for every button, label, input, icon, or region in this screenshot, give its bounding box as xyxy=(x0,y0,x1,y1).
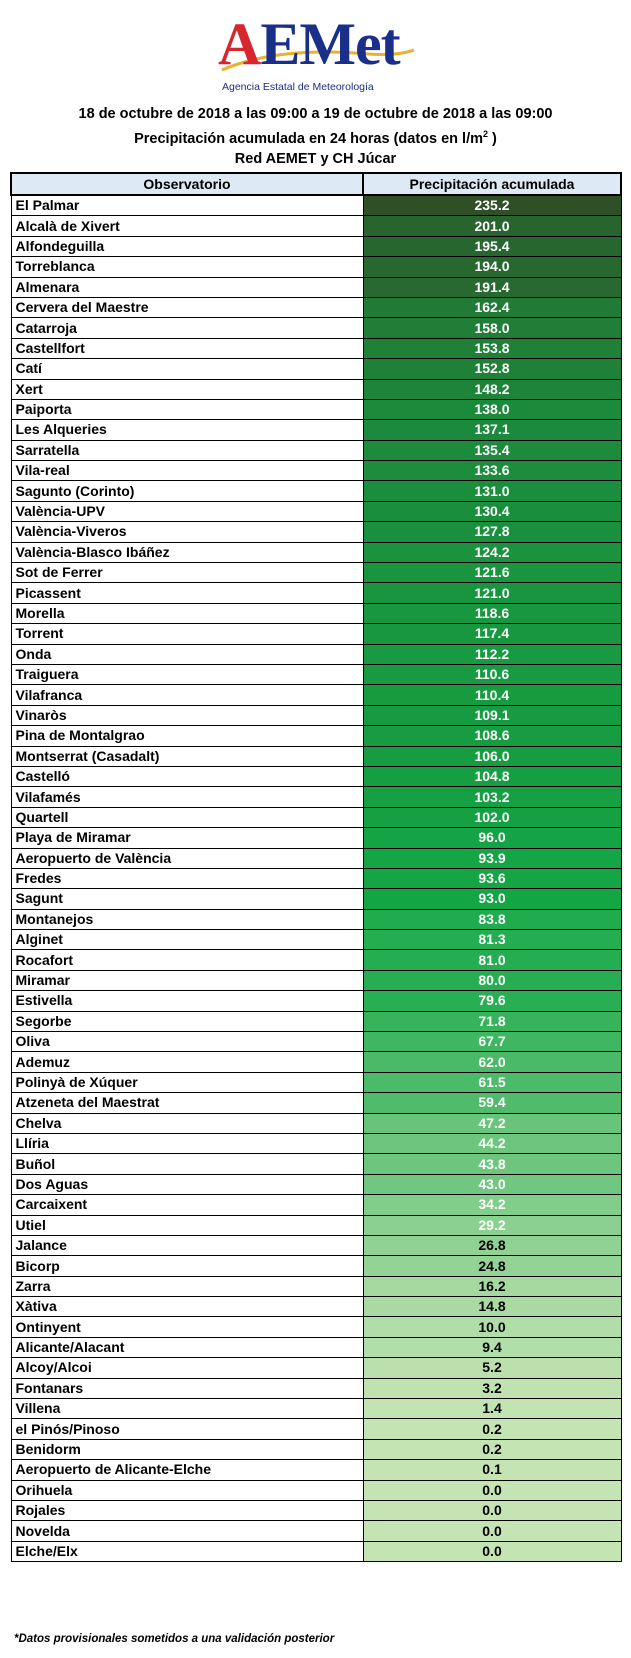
table-row xyxy=(11,1541,621,1561)
table-row xyxy=(11,318,621,338)
table-row xyxy=(11,746,621,766)
observatory-name: Catarroja xyxy=(11,318,363,338)
table-row xyxy=(11,522,621,542)
table-row xyxy=(11,461,621,481)
precipitation-value: 148.2 xyxy=(363,379,621,399)
table-row xyxy=(11,766,621,786)
table-row xyxy=(11,705,621,725)
observatory-name: Sarratella xyxy=(11,440,363,460)
table-row xyxy=(11,1480,621,1500)
precipitation-value: 16.2 xyxy=(363,1276,621,1296)
observatory-name: Catí xyxy=(11,359,363,379)
precipitation-value: 109.1 xyxy=(363,705,621,725)
precipitation-value: 103.2 xyxy=(363,787,621,807)
table-row xyxy=(11,1460,621,1480)
observatory-name: Carcaixent xyxy=(11,1195,363,1215)
observatory-name: Cervera del Maestre xyxy=(11,297,363,317)
observatory-name: Benidorm xyxy=(11,1439,363,1459)
observatory-name: Atzeneta del Maestrat xyxy=(11,1093,363,1113)
observatory-name: Alicante/Alacant xyxy=(11,1337,363,1357)
observatory-name: Vilafranca xyxy=(11,685,363,705)
observatory-name: Polinyà de Xúquer xyxy=(11,1072,363,1092)
table-row xyxy=(11,195,621,216)
table-row xyxy=(11,563,621,583)
precipitation-value: 124.2 xyxy=(363,542,621,562)
observatory-name: València-Blasco Ibáñez xyxy=(11,542,363,562)
table-row xyxy=(11,1256,621,1276)
observatory-name: Pina de Montalgrao xyxy=(11,726,363,746)
table-row xyxy=(11,420,621,440)
observatory-name: Traiguera xyxy=(11,664,363,684)
table-row xyxy=(11,1521,621,1541)
precipitation-value: 93.6 xyxy=(363,868,621,888)
table-row xyxy=(11,583,621,603)
table-row xyxy=(11,1297,621,1317)
observatory-name: Rocafort xyxy=(11,950,363,970)
observatory-name: Playa de Miramar xyxy=(11,828,363,848)
precipitation-value: 102.0 xyxy=(363,807,621,827)
precipitation-value: 130.4 xyxy=(363,501,621,521)
precipitation-value: 201.0 xyxy=(363,216,621,236)
precipitation-value: 135.4 xyxy=(363,440,621,460)
table-row xyxy=(11,664,621,684)
precipitation-value: 131.0 xyxy=(363,481,621,501)
table-row xyxy=(11,297,621,317)
table-row xyxy=(11,1337,621,1357)
table-row xyxy=(11,1358,621,1378)
observatory-name: Alginet xyxy=(11,930,363,950)
observatory-name: Buñol xyxy=(11,1154,363,1174)
observatory-name: Orihuela xyxy=(11,1480,363,1500)
table-row xyxy=(11,828,621,848)
observatory-name: Ademuz xyxy=(11,1052,363,1072)
precipitation-value: 10.0 xyxy=(363,1317,621,1337)
table-row xyxy=(11,1154,621,1174)
precipitation-table xyxy=(10,172,622,1562)
observatory-name: Oliva xyxy=(11,1032,363,1052)
precipitation-value: 106.0 xyxy=(363,746,621,766)
observatory-name: Alcalà de Xivert xyxy=(11,216,363,236)
precipitation-value: 138.0 xyxy=(363,399,621,419)
logo-subtitle: Agencia Estatal de Meteorología xyxy=(222,81,374,93)
table-row xyxy=(11,1215,621,1235)
precipitation-value: 137.1 xyxy=(363,420,621,440)
precipitation-value: 0.2 xyxy=(363,1419,621,1439)
observatory-name: Torrent xyxy=(11,624,363,644)
precipitation-value: 0.0 xyxy=(363,1480,621,1500)
precipitation-value: 71.8 xyxy=(363,1011,621,1031)
observatory-name: Quartell xyxy=(11,807,363,827)
logo-wordmark: AEMet xyxy=(218,11,400,77)
observatory-name: Sot de Ferrer xyxy=(11,563,363,583)
precipitation-value: 9.4 xyxy=(363,1337,621,1357)
table-row xyxy=(11,1052,621,1072)
table-row xyxy=(11,787,621,807)
observatory-name: Zarra xyxy=(11,1276,363,1296)
precipitation-value: 0.1 xyxy=(363,1460,621,1480)
precipitation-value: 81.0 xyxy=(363,950,621,970)
table-row xyxy=(11,1174,621,1194)
table-row xyxy=(11,359,621,379)
table-row xyxy=(11,603,621,623)
table-row xyxy=(11,644,621,664)
precipitation-title: Precipitación acumulada en 24 horas (datos en $l/m^2$ ) xyxy=(134,129,497,147)
precipitation-value: 62.0 xyxy=(363,1052,621,1072)
precipitation-value: 0.0 xyxy=(363,1541,621,1561)
precipitation-value: 127.8 xyxy=(363,522,621,542)
precipitation-value: 117.4 xyxy=(363,624,621,644)
observatory-name: Utiel xyxy=(11,1215,363,1235)
precipitation-value: 108.6 xyxy=(363,726,621,746)
observatory-name: València-UPV xyxy=(11,501,363,521)
table-row xyxy=(11,379,621,399)
precipitation-value: 14.8 xyxy=(363,1297,621,1317)
observatory-name: Torreblanca xyxy=(11,257,363,277)
observatory-name: Vila-real xyxy=(11,461,363,481)
precipitation-value: 43.0 xyxy=(363,1174,621,1194)
table-row xyxy=(11,970,621,990)
precipitation-value: 118.6 xyxy=(363,603,621,623)
table-row xyxy=(11,889,621,909)
precipitation-value: 133.6 xyxy=(363,461,621,481)
observatory-name: Sagunt xyxy=(11,889,363,909)
table-row xyxy=(11,1133,621,1153)
precipitation-value: 47.2 xyxy=(363,1113,621,1133)
precipitation-value: 162.4 xyxy=(363,297,621,317)
precipitation-value: 83.8 xyxy=(363,909,621,929)
precipitation-value: 191.4 xyxy=(363,277,621,297)
observatory-name: Alfondeguilla xyxy=(11,236,363,256)
observatory-name: Sagunto (Corinto) xyxy=(11,481,363,501)
table-header-row xyxy=(11,173,621,195)
precipitation-value: 195.4 xyxy=(363,236,621,256)
table-row xyxy=(11,1276,621,1296)
observatory-name: Fredes xyxy=(11,868,363,888)
precipitation-value: 29.2 xyxy=(363,1215,621,1235)
observatory-name: Paiporta xyxy=(11,399,363,419)
observatory-name: Llíria xyxy=(11,1133,363,1153)
table-row xyxy=(11,1399,621,1419)
observatory-name: Dos Aguas xyxy=(11,1174,363,1194)
precipitation-value: 110.4 xyxy=(363,685,621,705)
table-row xyxy=(11,1113,621,1133)
observatory-name: Elche/Elx xyxy=(11,1541,363,1561)
table-row xyxy=(11,909,621,929)
table-row xyxy=(11,481,621,501)
precipitation-value: 121.6 xyxy=(363,563,621,583)
period-heading: 18 de octubre de 2018 a las 09:00 a 19 de octubre de 2018 a las 09:00 xyxy=(78,106,553,122)
observatory-name: Xàtiva xyxy=(11,1297,363,1317)
observatory-name: Estivella xyxy=(11,991,363,1011)
table-row xyxy=(11,338,621,358)
precipitation-value: 3.2 xyxy=(363,1378,621,1398)
observatory-name: Chelva xyxy=(11,1113,363,1133)
observatory-name: València-Viveros xyxy=(11,522,363,542)
observatory-name: Aeropuerto de Alicante-Elche xyxy=(11,1460,363,1480)
observatory-name: el Pinós/Pinoso xyxy=(11,1419,363,1439)
table-row xyxy=(11,440,621,460)
observatory-name: Vinaròs xyxy=(11,705,363,725)
table-row xyxy=(11,1501,621,1521)
precipitation-value: 235.2 xyxy=(363,195,621,216)
precipitation-value: 121.0 xyxy=(363,583,621,603)
table-row xyxy=(11,1378,621,1398)
precipitation-value: 1.4 xyxy=(363,1399,621,1419)
table-row xyxy=(11,501,621,521)
observatory-name: Jalance xyxy=(11,1235,363,1255)
table-row xyxy=(11,399,621,419)
table-row xyxy=(11,991,621,1011)
precipitation-value: 0.2 xyxy=(363,1439,621,1459)
precipitation-value: 59.4 xyxy=(363,1093,621,1113)
precipitation-value: 112.2 xyxy=(363,644,621,664)
observatory-name: Bicorp xyxy=(11,1256,363,1276)
table-row xyxy=(11,1093,621,1113)
aemet-logo xyxy=(218,12,418,98)
table-row xyxy=(11,236,621,256)
precipitation-value: 61.5 xyxy=(363,1072,621,1092)
observatory-name: Castelló xyxy=(11,766,363,786)
observatory-name: Segorbe xyxy=(11,1011,363,1031)
table-row xyxy=(11,1439,621,1459)
column-header-observatory: Observatorio xyxy=(11,173,363,195)
table-row xyxy=(11,1032,621,1052)
observatory-name: El Palmar xyxy=(11,195,363,216)
precipitation-value: 44.2 xyxy=(363,1133,621,1153)
observatory-name: Vilafamés xyxy=(11,787,363,807)
observatory-name: Montanejos xyxy=(11,909,363,929)
observatory-name: Morella xyxy=(11,603,363,623)
table-row xyxy=(11,277,621,297)
precipitation-value: 67.7 xyxy=(363,1032,621,1052)
table-row xyxy=(11,726,621,746)
table-row xyxy=(11,1317,621,1337)
precipitation-value: 194.0 xyxy=(363,257,621,277)
observatory-name: Fontanars xyxy=(11,1378,363,1398)
observatory-name: Les Alqueries xyxy=(11,420,363,440)
table-row xyxy=(11,807,621,827)
observatory-name: Castellfort xyxy=(11,338,363,358)
observatory-name: Picassent xyxy=(11,583,363,603)
observatory-name: Miramar xyxy=(11,970,363,990)
precipitation-value: 153.8 xyxy=(363,338,621,358)
precipitation-value: 5.2 xyxy=(363,1358,621,1378)
observatory-name: Onda xyxy=(11,644,363,664)
observatory-name: Ontinyent xyxy=(11,1317,363,1337)
precipitation-value: 34.2 xyxy=(363,1195,621,1215)
observatory-name: Almenara xyxy=(11,277,363,297)
precipitation-value: 26.8 xyxy=(363,1235,621,1255)
observatory-name: Aeropuerto de València xyxy=(11,848,363,868)
precipitation-value: 0.0 xyxy=(363,1501,621,1521)
table-row xyxy=(11,1011,621,1031)
observatory-name: Rojales xyxy=(11,1501,363,1521)
precipitation-value: 104.8 xyxy=(363,766,621,786)
precipitation-value: 93.0 xyxy=(363,889,621,909)
table-row xyxy=(11,848,621,868)
precipitation-value: 96.0 xyxy=(363,828,621,848)
precipitation-value: 0.0 xyxy=(363,1521,621,1541)
table-row xyxy=(11,930,621,950)
table-row xyxy=(11,1195,621,1215)
table-row xyxy=(11,216,621,236)
observatory-name: Villena xyxy=(11,1399,363,1419)
observatory-name: Alcoy/Alcoi xyxy=(11,1358,363,1378)
observatory-name: Montserrat (Casadalt) xyxy=(11,746,363,766)
table-row xyxy=(11,1235,621,1255)
precipitation-value: 158.0 xyxy=(363,318,621,338)
table-row xyxy=(11,257,621,277)
precipitation-value: 43.8 xyxy=(363,1154,621,1174)
table-row xyxy=(11,868,621,888)
table-row xyxy=(11,685,621,705)
precipitation-value: 24.8 xyxy=(363,1256,621,1276)
column-header-precipitation: Precipitación acumulada xyxy=(363,173,621,195)
precipitation-value: 93.9 xyxy=(363,848,621,868)
table-row xyxy=(11,624,621,644)
observatory-name: Novelda xyxy=(11,1521,363,1541)
precipitation-value: 110.6 xyxy=(363,664,621,684)
precipitation-value: 152.8 xyxy=(363,359,621,379)
table-row xyxy=(11,1419,621,1439)
network-heading: Red AEMET y CH Júcar xyxy=(234,151,397,167)
observatory-name: Xert xyxy=(11,379,363,399)
table-row xyxy=(11,1072,621,1092)
table-row xyxy=(11,542,621,562)
footnote: *Datos provisionales sometidos a una validación posterior xyxy=(14,1633,335,1645)
precipitation-value: 80.0 xyxy=(363,970,621,990)
precipitation-value: 81.3 xyxy=(363,930,621,950)
precipitation-value: 79.6 xyxy=(363,991,621,1011)
table-row xyxy=(11,950,621,970)
